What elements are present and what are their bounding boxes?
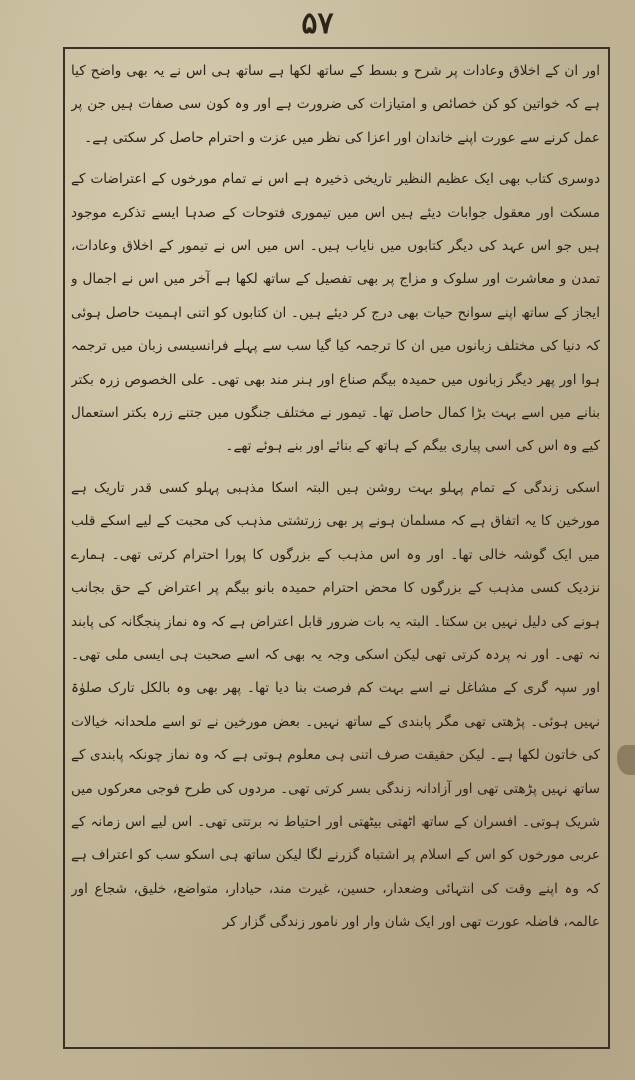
paragraph-3: اسکی زندگی کے تمام پہلو بہت روشن ہیں البتہ اسکا مذہبی پہلو کسی قدر تاریک ہے مورخین کا یہ اتفاق ہے کہ مسلمان ہونے پر بھی زرتشتی مذہب کی محبت کے لیے اسکے قلب میں ایک گوشہ خالی تھا۔ اور وہ اس مذہب کے بزرگوں کا پورا احترام کرتی تھی۔ ہمارے نزدیک کسی مذہب کے بزرگوں کا محض احترام حمیدہ بانو بیگم پر اعتراض کے حق بجانب ہونے کی دلیل نہیں بن سکتا۔ البتہ یہ بات ضرور قابل اعتراض ہے کہ وہ نماز پنجگانہ کی پابند نہ تھی۔ اور نہ پردہ کرتی تھی لیکن اسکی وجہ یہ بھی کہ اسے صحبت ہی ایسی ملی تھی۔ اور سپہ گری کے مشاغل نے اسے بہت کم فرصت بنا دیا تھا۔ پھر بھی وہ بالکل تارک صلوٰۃ نہیں ہوئی۔ پڑھتی تھی مگر پابندی کے ساتھ نہیں۔ بعض مورخین نے تو اسے ملحدانہ خیالات کی خاتون لکھا ہے۔ لیکن حقیقت صرف اتنی ہی معلوم ہوتی ہے کہ وہ نماز چونکہ پابندی کے ساتھ نہیں پڑھتی تھی اور آزادانہ زندگی بسر کرتی تھی۔ مردوں کی طرح فوجی معرکوں میں شریک ہوتی۔ افسران کے ساتھ اٹھتی بیٹھتی اور احتیاط نہ برتتی تھی۔ اس لیے اس زمانہ کے عربی مورخوں کو اس کے اسلام پر اشتباہ گزرنے لگا لیکن ساتھ ہی اسکو سب کو اعتراف ہے کہ وہ اپنے وقت کی انتہائی وضعدار، حسین، غیرت مند، حیادار، متواضع، خلیق، شجاع اور عالمہ، فاضلہ عورت تھی اور ایک شان وار اور نامور زندگی گزار کر	[71, 479, 600, 931]
page-stain	[617, 745, 635, 775]
body-text	[71, 55, 600, 1041]
paragraph-1: اور ان کے اخلاق وعادات پر شرح و بسط کے ساتھ لکھا ہے ساتھ ہی اس نے یہ بھی واضح کیا ہے کہ خواتین کو کن خصائص و امتیازات کی ضرورت ہے اور وہ کون سی صفات ہیں جن پر عمل کرنے سے عورت اپنے خاندان اور اعزا کی نظر میں عزت و احترام حاصل کر سکتی ہے۔	[71, 63, 600, 146]
text-frame	[63, 47, 610, 1049]
page-number: ۵۷	[301, 6, 334, 41]
paragraph-2: دوسری کتاب بھی ایک عظیم النظیر تاریخی ذخیرہ ہے اس نے تمام مورخوں کے اعتراضات کے مسکت اور معقول جوابات دیئے ہیں اس میں تیموری فتوحات کے صدہا ایسے تذکرے موجود ہیں جو اس عہد کی دیگر کتابوں میں نایاب ہیں۔ اس میں اس نے تیمور کے اخلاق وعادات، تمدن و معاشرت اور سلوک و مزاج پر بھی تفصیل کے ساتھ لکھا ہے آخر میں اس نے اجمال و ایجاز کے ساتھ اپنے سوانح حیات بھی درج کر دیئے ہیں۔ ان کتابوں کو اتنی اہمیت حاصل ہوئی کہ دنیا کی مختلف زبانوں میں ان کا ترجمہ کیا گیا سب سے پہلے فرانسیسی زبان میں ترجمہ ہوا اور پھر دیگر زبانوں میں حمیدہ بیگم صناع اور ہنر مند بھی تھی۔ علی الخصوص زرہ بکتر بنانے میں اسے بہت بڑا کمال حاصل تھا۔ تیمور نے مختلف جنگوں میں جتنے زرہ بکتر استعمال کیے وہ اس کی اسی پیاری بیگم کے ہاتھ کے بنائے اور بنے ہوئے تھے۔	[71, 171, 600, 455]
